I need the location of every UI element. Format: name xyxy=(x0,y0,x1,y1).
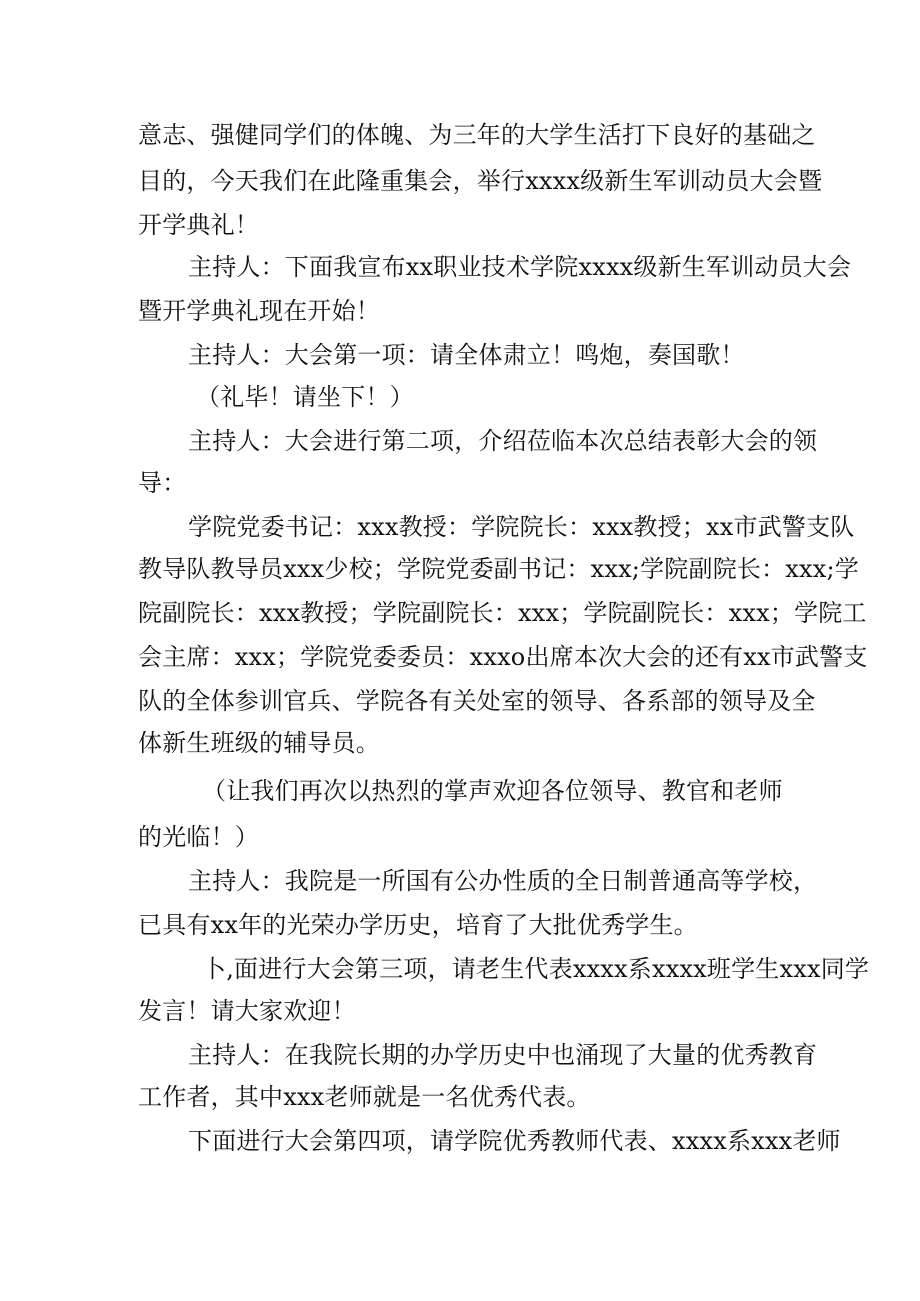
text-line: 主持人：我院是一所国有公办性质的全日制普通高等学校， xyxy=(188,867,818,895)
text-line: 体新生班级的辅导员。 xyxy=(138,729,380,757)
text-line: 主持人：在我院长期的办学历史中也涌现了大量的优秀教育 xyxy=(188,1041,818,1069)
text-line: 已具有xx年的光荣办学历史，培育了大批优秀学生。 xyxy=(138,911,698,939)
text-line: 目的，今天我们在此隆重集会，举行xxxx级新生军训动员大会暨 xyxy=(138,167,823,195)
text-line: 主持人：下面我宣布xx职业技术学院xxxx级新生军训动员大会 xyxy=(188,253,852,281)
text-line: 会主席：xxx；学院党委委员：xxxo出席本次大会的还有xx市武警支 xyxy=(138,643,868,671)
text-line: （让我们再次以热烈的掌声欢迎各位领导、教官和老师 xyxy=(202,777,783,805)
text-line: 院副院长：xxx教授；学院副院长：xxx；学院副院长：xxx；学院工 xyxy=(138,599,867,627)
text-line: 学院党委书记：xxx教授：学院院长：xxx教授；xx市武警支队 xyxy=(188,513,855,541)
text-line: 卜,面进行大会第三项，请老生代表xxxx系xxxx班学生xxx同学 xyxy=(202,955,870,983)
text-line: 主持人：大会第一项：请全体肃立！鸣炮，奏国歌！ xyxy=(188,341,745,369)
text-line: 主持人：大会进行第二项，介绍莅临本次总结表彰大会的领 xyxy=(188,427,818,455)
text-line: 的光临！） xyxy=(138,823,259,851)
text-line: 下面进行大会第四项，请学院优秀教师代表、xxxx系xxx老师 xyxy=(188,1127,841,1155)
text-line: 发言！请大家欢迎！ xyxy=(138,997,356,1025)
text-line: 开学典礼！ xyxy=(138,211,259,239)
text-line: 工作者，其中xxx老师就是一名优秀代表。 xyxy=(138,1083,591,1111)
text-line: （礼毕！请坐下！） xyxy=(196,383,414,411)
text-line: 教导队教导员xxx少校；学院党委副书记：xxx;学院副院长：xxx;学 xyxy=(138,555,859,583)
text-line: 队的全体参训官兵、学院各有关处室的领导、各系部的领导及全 xyxy=(138,687,816,715)
text-line: 暨开学典礼现在开始！ xyxy=(138,297,380,325)
text-line: 意志、强健同学们的体魄、为三年的大学生活打下良好的基础之 xyxy=(138,121,816,149)
text-line: 导： xyxy=(138,469,187,497)
